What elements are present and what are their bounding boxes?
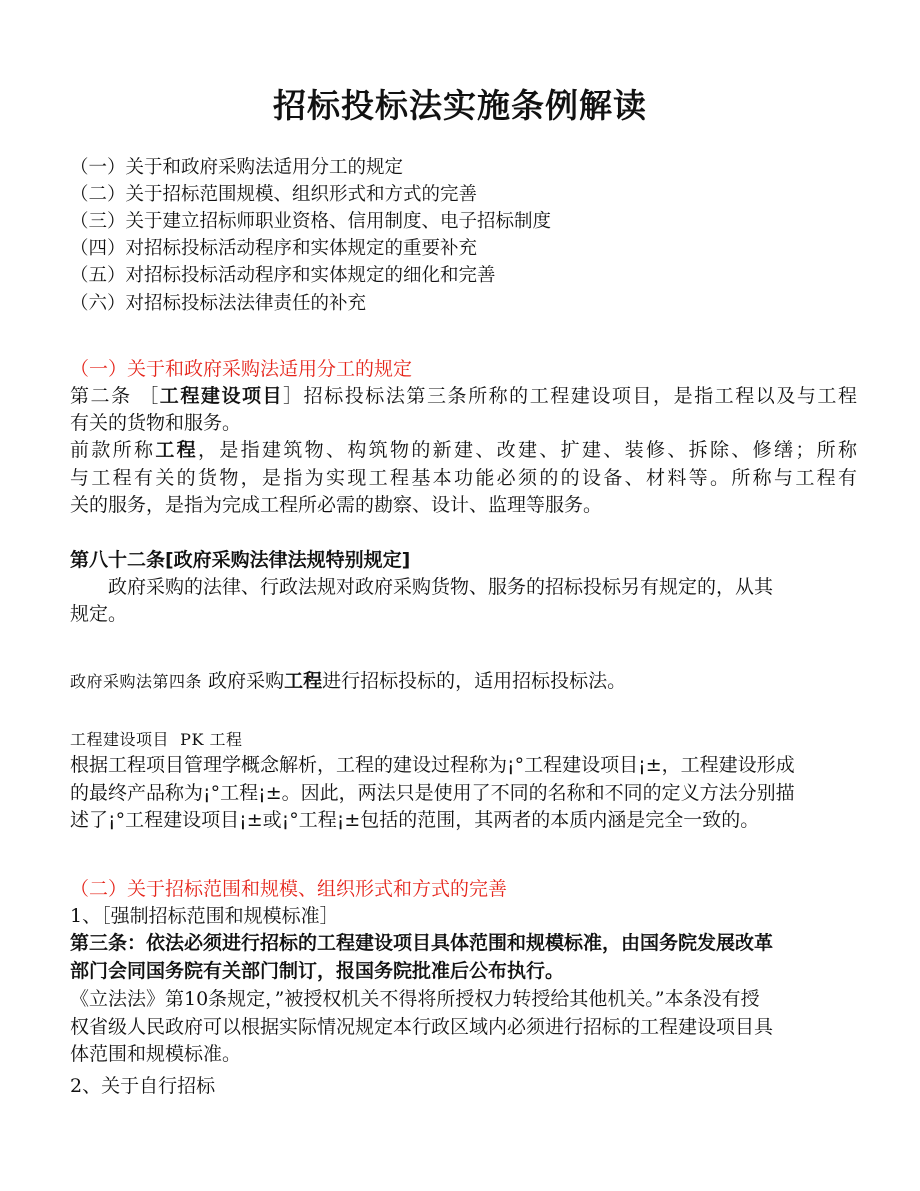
article-82-line-1: 政府采购的法律、行政法规对政府采购货物、服务的招标投标另有规定的，从其 bbox=[108, 576, 774, 598]
section-2-item-1: 1、［强制招标范围和规模标准］ bbox=[70, 905, 339, 927]
legislation-law-line-3: 体范围和规模标准。 bbox=[70, 1043, 242, 1065]
gpl-article-4-lead: 政府采购 bbox=[208, 670, 285, 692]
article-2-text: ］招标投标法第三条所称的工程建设项目，是指工程以及与工程 bbox=[283, 385, 857, 407]
clause-2-lead: 前款所称 bbox=[70, 439, 156, 461]
toc-item-2: （二）关于招标范围规模、组织形式和方式的完善 bbox=[70, 184, 478, 205]
gpl-article-4 bbox=[70, 668, 626, 695]
gpl-article-4-label: 政府采购法第四条 bbox=[70, 672, 203, 691]
section-2-item-2: 2、关于自行招标 bbox=[70, 1075, 216, 1097]
article-3-line-2: 部门会同国务院有关部门制订，报国务院批准后公布执行。 bbox=[70, 960, 565, 982]
legislation-law-line-1: 《立法法》第10条规定，”被授权机关不得将所授权力转授给其他机关。”本条没有授 bbox=[70, 988, 760, 1010]
toc-item-6: （六）对招标投标法法律责任的补充 bbox=[70, 293, 367, 314]
clause-2-line-3: 关的服务，是指为完成工程所必需的勘察、设计、监理等服务。 bbox=[70, 494, 603, 516]
clause-2-text: ，是指建筑物、构筑物的新建、改建、扩建、装修、拆除、修缮；所称 bbox=[198, 439, 857, 461]
article-82-heading: 第八十二条[政府采购法律法规特别规定] bbox=[70, 549, 411, 571]
toc-item-5: （五）对招标投标活动程序和实体规定的细化和完善 bbox=[70, 265, 496, 286]
toc-item-4: （四）对招标投标活动程序和实体规定的重要补充 bbox=[70, 238, 478, 259]
clause-2-line-2: 与工程有关的货物，是指为实现工程基本功能必须的的设备、材料等。所称与工程有 bbox=[70, 467, 857, 489]
article-2-term: 工程建设项目 bbox=[159, 385, 284, 407]
article-82-line-2: 规定。 bbox=[70, 603, 128, 625]
pk-line-3: 述了¡°工程建设项目¡±或¡°工程¡±包括的范围，其两者的本质内涵是完全一致的。 bbox=[70, 809, 760, 831]
article-2-label: 第二条 ［ bbox=[70, 385, 160, 407]
pk-line-2: 的最终产品称为¡°工程¡±。因此，两法只是使用了不同的名称和不同的定义方法分别描 bbox=[70, 782, 795, 804]
legislation-law-line-2: 权省级人民政府可以根据实际情况规定本行政区域内必须进行招标的工程建设项目具 bbox=[70, 1016, 774, 1038]
section-2-heading: （二）关于招标范围和规模、组织形式和方式的完善 bbox=[70, 878, 508, 900]
gpl-article-4-term: 工程 bbox=[284, 670, 323, 692]
clause-2-term: 工程 bbox=[155, 439, 199, 461]
gpl-article-4-text: 进行招标投标的，适用招标投标法。 bbox=[322, 670, 627, 692]
pk-heading: 工程建设项目 PK 工程 bbox=[70, 730, 243, 749]
toc-item-1: （一）关于和政府采购法适用分工的规定 bbox=[70, 157, 404, 178]
article-2-line-1 bbox=[70, 383, 857, 410]
article-3-line-1: 第三条：依法必须进行招标的工程建设项目具体范围和规模标准，由国务院发展改革 bbox=[70, 932, 774, 954]
clause-2-line-1 bbox=[70, 437, 857, 464]
pk-line-1: 根据工程项目管理学概念解析，工程的建设过程称为¡°工程建设项目¡±，工程建设形成 bbox=[70, 754, 795, 776]
toc-item-3: （三）关于建立招标师职业资格、信用制度、电子招标制度 bbox=[70, 211, 552, 232]
document-title: 招标投标法实施条例解读 bbox=[273, 86, 647, 125]
section-1-heading: （一）关于和政府采购法适用分工的规定 bbox=[70, 358, 413, 380]
article-2-line-2: 有关的货物和服务。 bbox=[70, 412, 242, 434]
